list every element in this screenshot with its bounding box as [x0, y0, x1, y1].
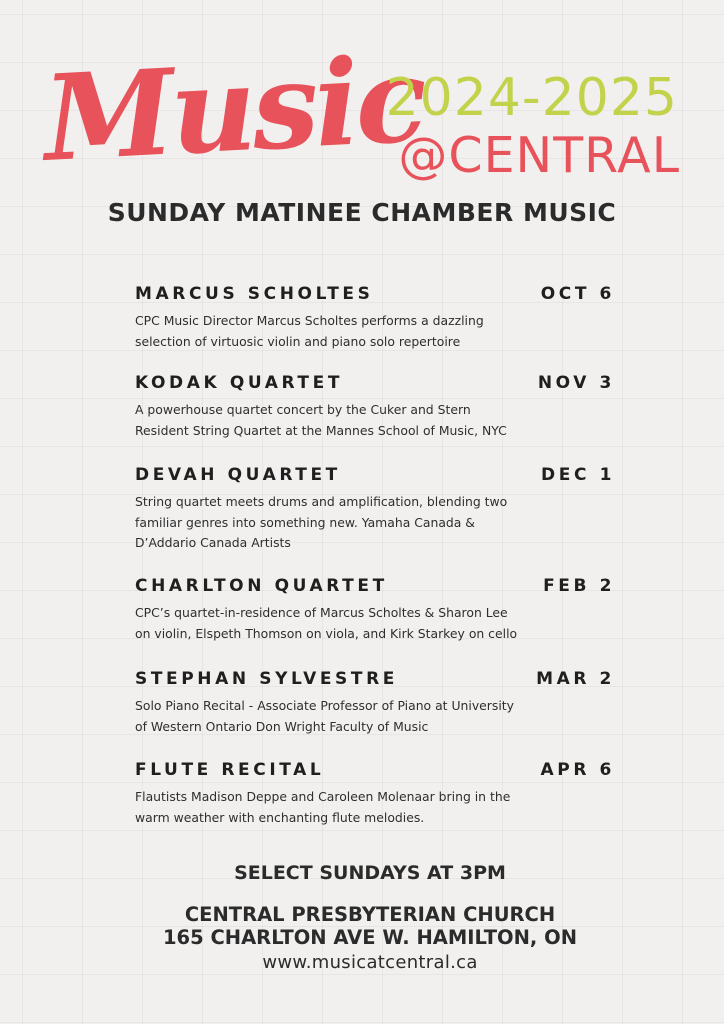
- event-date: FEB 2: [543, 576, 615, 596]
- website-link[interactable]: www.musicatcentral.ca: [262, 952, 478, 973]
- series-subtitle: SUNDAY MATINEE CHAMBER MUSIC: [107, 198, 617, 227]
- event-description: CPC Music Director Marcus Scholtes performs a dazzling selection of virtuosic violin and piano solo repertoire: [135, 313, 484, 349]
- event-name: DEVAH QUARTET: [135, 465, 341, 485]
- event-description: A powerhouse quartet concert by the Cuker and Stern Resident String Quartet at the Mannes School of Music, NYC: [135, 402, 507, 438]
- venue-address: [0, 903, 724, 949]
- venue-name: CENTRAL PRESBYTERIAN CHURCH: [184, 903, 556, 926]
- event-name: STEPHAN SYLVESTRE: [135, 669, 399, 689]
- event-name: MARCUS SCHOLTES: [135, 284, 374, 304]
- event-date: NOV 3: [537, 373, 615, 393]
- event-description: CPC’s quartet-in-residence of Marcus Scholtes & Sharon Lee on violin, Elspeth Thomson on viola, and Kirk Starkey on cello: [135, 605, 518, 641]
- event-date: DEC 1: [541, 465, 615, 485]
- event-date: OCT 6: [540, 284, 615, 304]
- music-script-title: Music: [40, 29, 427, 188]
- event-description: Solo Piano Recital - Associate Professor of Piano at University of Western Ontario Don Wright Faculty of Music: [135, 698, 514, 734]
- poster-header: [0, 0, 724, 200]
- event-name: KODAK QUARTET: [135, 373, 344, 393]
- event-date: MAR 2: [536, 669, 615, 689]
- season-years: 2024-2025: [385, 68, 678, 128]
- event-date: APR 6: [540, 760, 615, 780]
- event-name: CHARLTON QUARTET: [135, 576, 388, 596]
- event-name: FLUTE RECITAL: [135, 760, 325, 780]
- venue-street: 165 CHARLTON AVE W. HAMILTON, ON: [162, 926, 578, 949]
- central-brand: @CENTRAL: [398, 127, 680, 184]
- schedule-note: SELECT SUNDAYS AT 3PM: [234, 862, 506, 884]
- event-description: Flautists Madison Deppe and Caroleen Molenaar bring in the warm weather with enchanting flute melodies.: [135, 789, 511, 825]
- event-description: String quartet meets drums and amplification, blending two familiar genres into something new. Yamaha Canada & D’Addario Canada Artists: [135, 494, 508, 550]
